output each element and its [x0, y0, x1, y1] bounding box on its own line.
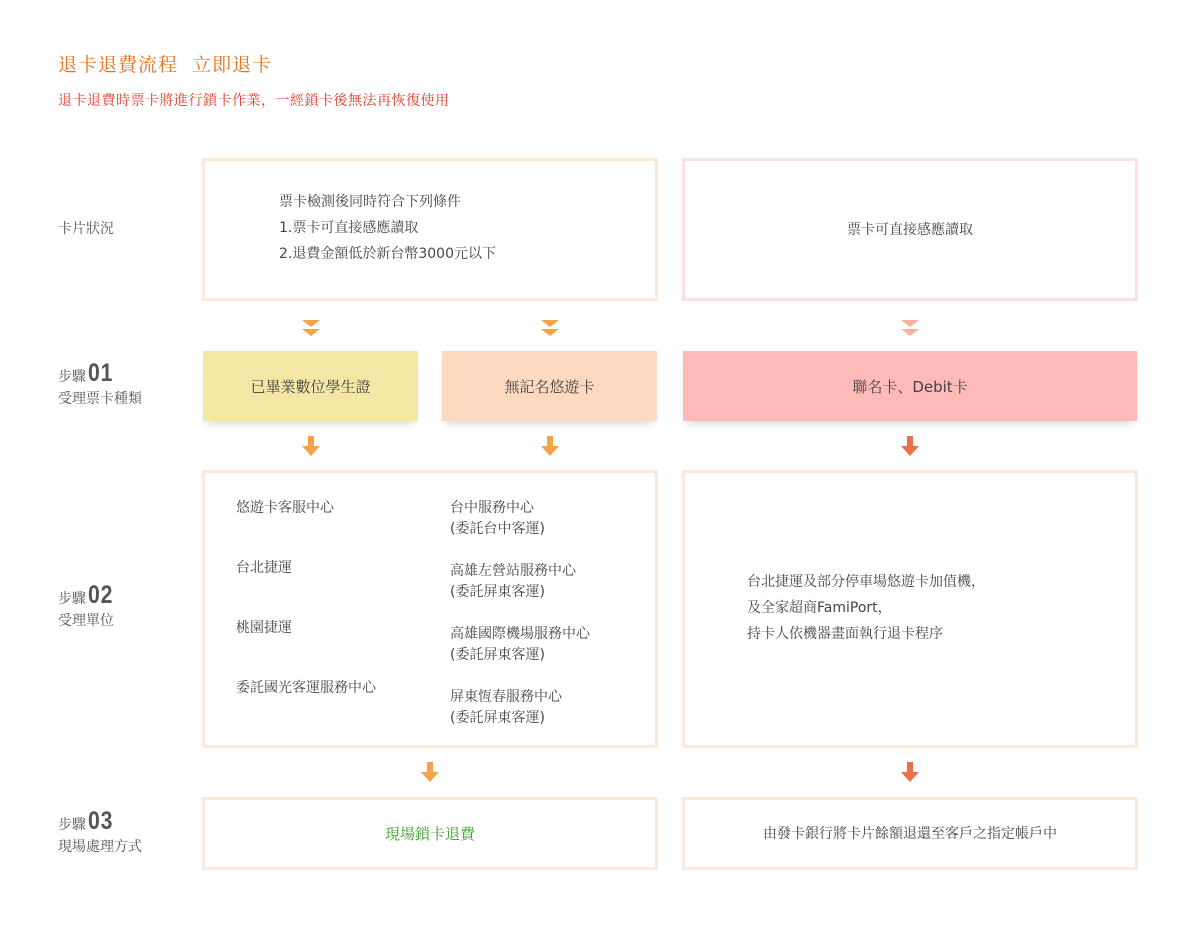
units-column-1 [236, 498, 376, 738]
card-type-cobranded-debit [683, 351, 1137, 421]
unit-note: (委託屏東客運) [450, 647, 545, 663]
card-type-label: 聯名卡、Debit卡 [852, 377, 968, 396]
unit-note: (委託台中客運) [450, 521, 545, 537]
card-type-anonymous-easycard [442, 351, 657, 421]
units-box-left [202, 470, 658, 748]
handling-left-text: 現場鎖卡退費 [384, 825, 475, 843]
unit-note: (委託屏東客運) [450, 710, 545, 726]
unit-name: 台中服務中心 [450, 500, 534, 516]
arrow-down-icon [302, 436, 320, 456]
status-line: 票卡檢測後同時符合下列條件 [279, 194, 461, 210]
double-chevron-down-icon [901, 320, 919, 336]
status-right-text: 票卡可直接感應讀取 [847, 221, 973, 238]
units-box-right [682, 470, 1138, 748]
step1-prefix: 步驟 [58, 369, 86, 385]
units-right-text [747, 569, 985, 647]
step1-number: 01 [88, 359, 114, 387]
unit-line: 台北捷運及部分停車場悠遊卡加值機， [747, 574, 985, 590]
handling-right-text: 由發卡銀行將卡片餘額退還至客戶之指定帳戶中 [763, 825, 1057, 842]
unit-line: 持卡人依機器畫面執行退卡程序 [747, 626, 943, 642]
step3-title: 現場處理方式 [58, 839, 142, 855]
step3-label [58, 807, 142, 858]
card-type-label: 無記名悠遊卡 [504, 377, 595, 396]
arrow-down-icon [541, 436, 559, 456]
step2-label [58, 581, 118, 632]
unit-line: 及全家超商FamiPort， [747, 600, 892, 616]
status-conditions [279, 189, 496, 267]
step3-number: 03 [88, 807, 114, 835]
arrow-down-icon [421, 762, 439, 782]
status-box-right [682, 158, 1138, 301]
step1-label [58, 359, 142, 410]
step1-title: 受理票卡種類 [58, 391, 142, 407]
status-line: 2.退費金額低於新台幣3000元以下 [279, 246, 496, 262]
lock-notice: 退卡退費時票卡將進行鎖卡作業，一經鎖卡後無法再恢復使用 [58, 93, 450, 109]
card-type-graduated-student-id [203, 351, 418, 421]
status-line: 1.票卡可直接感應讀取 [279, 220, 419, 236]
unit-name: 屏東恆春服務中心 [450, 689, 562, 705]
unit-item [450, 561, 590, 624]
unit-note: (委託屏東客運) [450, 584, 545, 600]
status-box-left [202, 158, 658, 301]
handling-box-right [682, 797, 1138, 870]
unit-item: 委託國光客運服務中心 [236, 680, 376, 696]
arrow-down-icon [901, 762, 919, 782]
unit-item: 台北捷運 [236, 560, 292, 576]
handling-box-left [202, 797, 658, 870]
double-chevron-down-icon [302, 320, 320, 336]
unit-item [450, 687, 590, 750]
unit-item: 悠遊卡客服中心 [236, 500, 334, 516]
unit-name: 高雄左營站服務中心 [450, 563, 576, 579]
units-column-2 [450, 498, 590, 750]
step3-prefix: 步驟 [58, 817, 86, 833]
card-type-label: 已畢業數位學生證 [250, 377, 371, 396]
double-chevron-down-icon [541, 320, 559, 336]
unit-item [450, 498, 590, 561]
card-status-label: 卡片狀況 [58, 221, 114, 237]
unit-name: 高雄國際機場服務中心 [450, 626, 590, 642]
unit-item [450, 624, 590, 687]
step2-prefix: 步驟 [58, 591, 86, 607]
step2-number: 02 [88, 581, 114, 609]
unit-item: 桃園捷運 [236, 620, 292, 636]
arrow-down-icon [901, 436, 919, 456]
page-title: 退卡退費流程 立即退卡 [58, 54, 273, 76]
step2-title: 受理單位 [58, 613, 114, 629]
